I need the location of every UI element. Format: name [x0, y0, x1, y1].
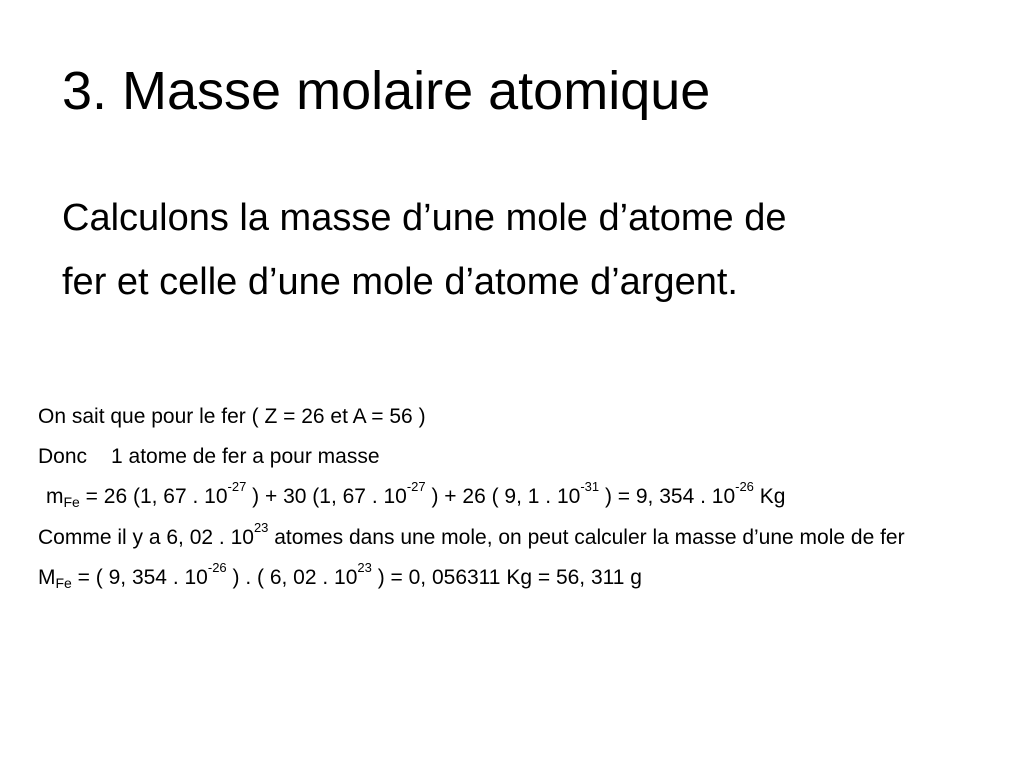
intro-line-1: Calculons la masse d’une mole d’atome de	[62, 197, 787, 239]
fact-text: On sait que pour le fer ( Z = 26 et A = 56 )	[38, 405, 426, 428]
mass-symbol: m	[46, 485, 64, 509]
slide-title: 3. Masse molaire atomique	[62, 61, 711, 121]
molar-exponent-1: -26	[207, 559, 227, 575]
molar-term-1: = ( 9, 354 . 10	[71, 565, 208, 589]
molar-term-2: ) . ( 6, 02 . 10	[226, 565, 358, 589]
equation-term-3: ) + 26 ( 9, 1 . 10	[425, 485, 581, 509]
atom-mass-equation	[38, 479, 998, 511]
exponent-2: -27	[406, 479, 426, 495]
equation-term-1: = 26 (1, 67 . 10	[79, 485, 228, 509]
intro-line-2: fer et celle d’une mole d’atome d’argent.	[62, 261, 738, 303]
donc-word: Donc	[38, 445, 88, 469]
atom-mass-intro-text: 1 atome de fer a pour masse	[111, 445, 380, 469]
molar-exponent-2: 23	[357, 559, 372, 575]
molar-fe-subscript: Fe	[55, 574, 72, 591]
atom-mass-intro-line	[38, 444, 998, 469]
fact-line	[38, 404, 998, 429]
equation-term-2: ) + 30 (1, 67 . 10	[246, 485, 407, 509]
exponent-4: -26	[735, 479, 754, 495]
avogadro-text-2: atomes dans une mole, on peut calculer la masse d’une mole de fer	[268, 525, 905, 549]
exponent-3: -31	[580, 479, 600, 495]
equation-term-4: ) = 9, 354 . 10	[599, 485, 736, 509]
molar-result: ) = 0, 056311 Kg = 56, 311 g	[371, 565, 642, 589]
molar-mass-symbol: M	[38, 565, 56, 589]
molar-mass-equation	[38, 559, 998, 591]
avogadro-text-1: Comme il y a 6, 02 . 10	[38, 525, 254, 549]
avogadro-line	[38, 519, 998, 550]
intro-text	[62, 186, 992, 314]
calculation-body	[38, 404, 998, 605]
exponent-1: -27	[227, 479, 247, 495]
equation-unit: Kg	[753, 485, 786, 509]
fe-subscript: Fe	[63, 494, 80, 511]
avogadro-exponent: 23	[253, 519, 269, 535]
